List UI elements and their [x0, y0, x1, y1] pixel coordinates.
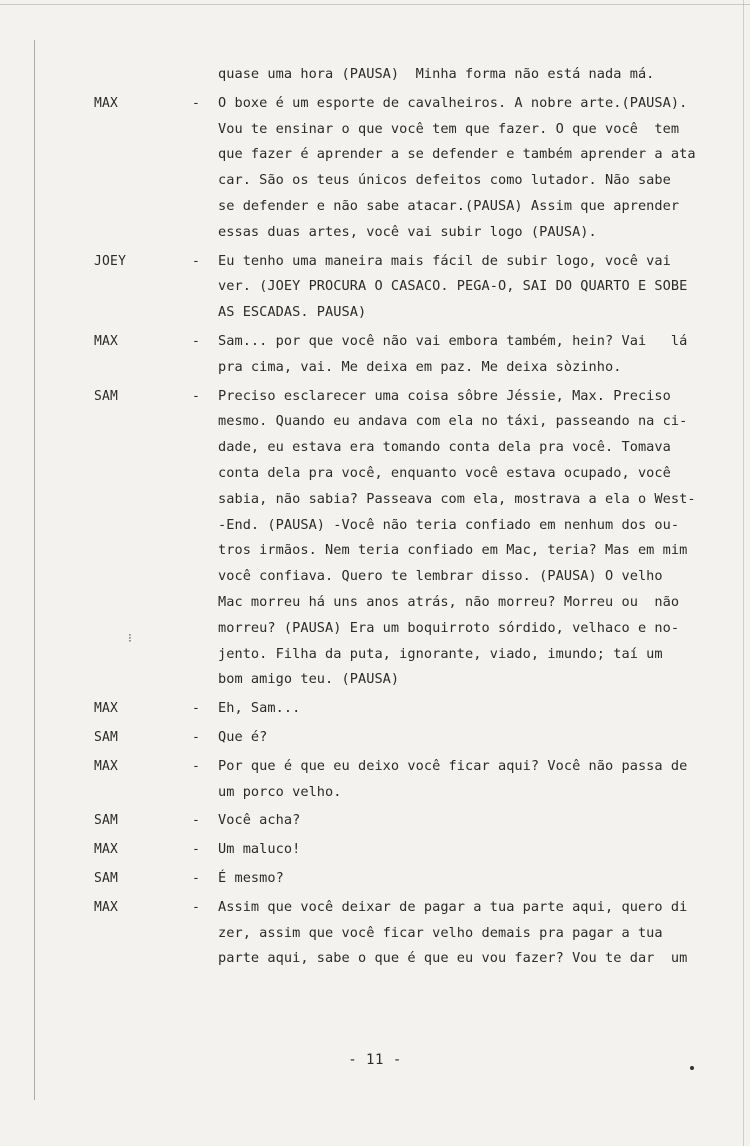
dialogue-text: [218, 696, 738, 722]
speaker-name: SAM: [94, 388, 119, 404]
dialogue-line: parte aqui, sabe o que é que eu vou fazer? Vou te dar um: [218, 950, 688, 967]
dialogue-text: [218, 329, 738, 381]
dialogue-text: [218, 249, 738, 326]
speaker-name: JOEY: [94, 253, 127, 269]
dialogue-block: [0, 91, 750, 246]
dialogue-line: você confiava. Quero te lembrar disso. (PAUSA) O velho: [218, 568, 663, 585]
dialogue-block: [0, 866, 750, 892]
dialogue-line: Eh, Sam...: [218, 700, 301, 717]
speaker-name: MAX: [94, 701, 119, 717]
dialogue-line: zer, assim que você ficar velho demais pra pagar a tua: [218, 924, 663, 941]
dialogue-line: Preciso esclarecer uma coisa sôbre Jéssie, Max. Preciso: [218, 387, 671, 404]
dialogue-line: dade, eu estava era tomando conta dela pra você. Tomava: [218, 439, 671, 456]
dialogue-text: [218, 895, 738, 972]
dialogue-line: Que é?: [218, 728, 268, 745]
speaker-dash: -: [192, 701, 200, 717]
speaker-dash: -: [192, 870, 200, 886]
speaker-dash: -: [192, 813, 200, 829]
page-top-edge: [0, 4, 750, 5]
dialogue-line: bom amigo teu. (PAUSA): [218, 671, 400, 688]
dialogue-text: [218, 62, 738, 88]
speaker-dash: -: [192, 253, 200, 269]
script-body: [0, 62, 750, 975]
dialogue-block: [0, 837, 750, 863]
dialogue-text: [218, 808, 738, 834]
dialogue-text: [218, 754, 738, 806]
speaker-name: SAM: [94, 813, 119, 829]
dialogue-line: sabia, não sabia? Passeava com ela, mostrava a ela o West-: [218, 490, 696, 507]
dialogue-line: ver. (JOEY PROCURA O CASACO. PEGA-O, SAI DO QUARTO E SOBE: [218, 278, 688, 295]
speaker-dash: -: [192, 333, 200, 349]
speaker-name: SAM: [94, 729, 119, 745]
dialogue-line: mesmo. Quando eu andava com ela no táxi, passeando na ci-: [218, 413, 688, 430]
dialogue-block: [0, 895, 750, 972]
dialogue-line: que fazer é aprender a se defender e também aprender a ata: [218, 146, 696, 163]
speaker-name: SAM: [94, 870, 119, 886]
dialogue-block: [0, 808, 750, 834]
dialogue-block: [0, 725, 750, 751]
dialogue-line: conta dela pra você, enquanto você estava ocupado, você: [218, 464, 671, 481]
dialogue-line: Mac morreu há uns anos atrás, não morreu? Morreu ou não: [218, 593, 680, 610]
speaker-name: MAX: [94, 95, 119, 111]
dialogue-line: É mesmo?: [218, 869, 284, 886]
dialogue-line: Assim que você deixar de pagar a tua parte aqui, quero di: [218, 898, 688, 915]
speaker-name: MAX: [94, 899, 119, 915]
speaker-name: MAX: [94, 333, 119, 349]
dialogue-line: Sam... por que você não vai embora também, hein? Vai lá: [218, 332, 688, 349]
dialogue-line: um porco velho.: [218, 783, 342, 800]
dialogue-block: [0, 384, 750, 694]
dialogue-line: tros irmãos. Nem teria confiado em Mac, teria? Mas em mim: [218, 542, 688, 559]
speaker-dash: -: [192, 758, 200, 774]
dialogue-text: [218, 91, 738, 246]
dialogue-line: -End. (PAUSA) -Você não teria confiado em nenhum dos ou-: [218, 516, 680, 533]
dialogue-line: morreu? (PAUSA) Era um boquirroto sórdido, velhaco e no-: [218, 619, 680, 636]
dialogue-block: [0, 696, 750, 722]
dialogue-line: essas duas artes, você vai subir logo (PAUSA).: [218, 223, 597, 240]
speaker-dash: -: [192, 729, 200, 745]
dialogue-block: [0, 62, 750, 88]
speaker-name: MAX: [94, 842, 119, 858]
dialogue-line: AS ESCADAS. PAUSA): [218, 304, 367, 321]
speaker-dash: -: [192, 899, 200, 915]
dialogue-text: [218, 384, 738, 694]
page-number: - 11 -: [348, 1052, 402, 1068]
dialogue-text: [218, 837, 738, 863]
dialogue-line: pra cima, vai. Me deixa em paz. Me deixa sòzinho.: [218, 358, 622, 375]
dialogue-block: [0, 329, 750, 381]
dialogue-line: se defender e não sabe atacar.(PAUSA) Assim que aprender: [218, 197, 680, 214]
speaker-dash: -: [192, 95, 200, 111]
dialogue-line: O boxe é um esporte de cavalheiros. A nobre arte.(PAUSA).: [218, 94, 688, 111]
dialogue-line: Eu tenho uma maneira mais fácil de subir logo, você vai: [218, 252, 671, 269]
dialogue-block: [0, 249, 750, 326]
dialogue-text: [218, 725, 738, 751]
dialogue-line: quase uma hora (PAUSA) Minha forma não está nada má.: [218, 66, 655, 82]
ink-dot: [690, 1066, 694, 1070]
dialogue-line: jento. Filha da puta, ignorante, viado, imundo; taí um: [218, 645, 663, 662]
speaker-dash: -: [192, 842, 200, 858]
dialogue-line: Um maluco!: [218, 841, 301, 858]
dialogue-line: Vou te ensinar o que você tem que fazer. O que você tem: [218, 120, 680, 137]
dialogue-line: Por que é que eu deixo você ficar aqui? Você não passa de: [218, 757, 688, 774]
dialogue-block: [0, 754, 750, 806]
dialogue-text: [218, 866, 738, 892]
speaker-dash: -: [192, 388, 200, 404]
speaker-name: MAX: [94, 758, 119, 774]
margin-mark: ⁝: [128, 631, 132, 645]
dialogue-line: Você acha?: [218, 812, 301, 829]
dialogue-line: car. São os teus únicos defeitos como lutador. Não sabe: [218, 172, 671, 189]
